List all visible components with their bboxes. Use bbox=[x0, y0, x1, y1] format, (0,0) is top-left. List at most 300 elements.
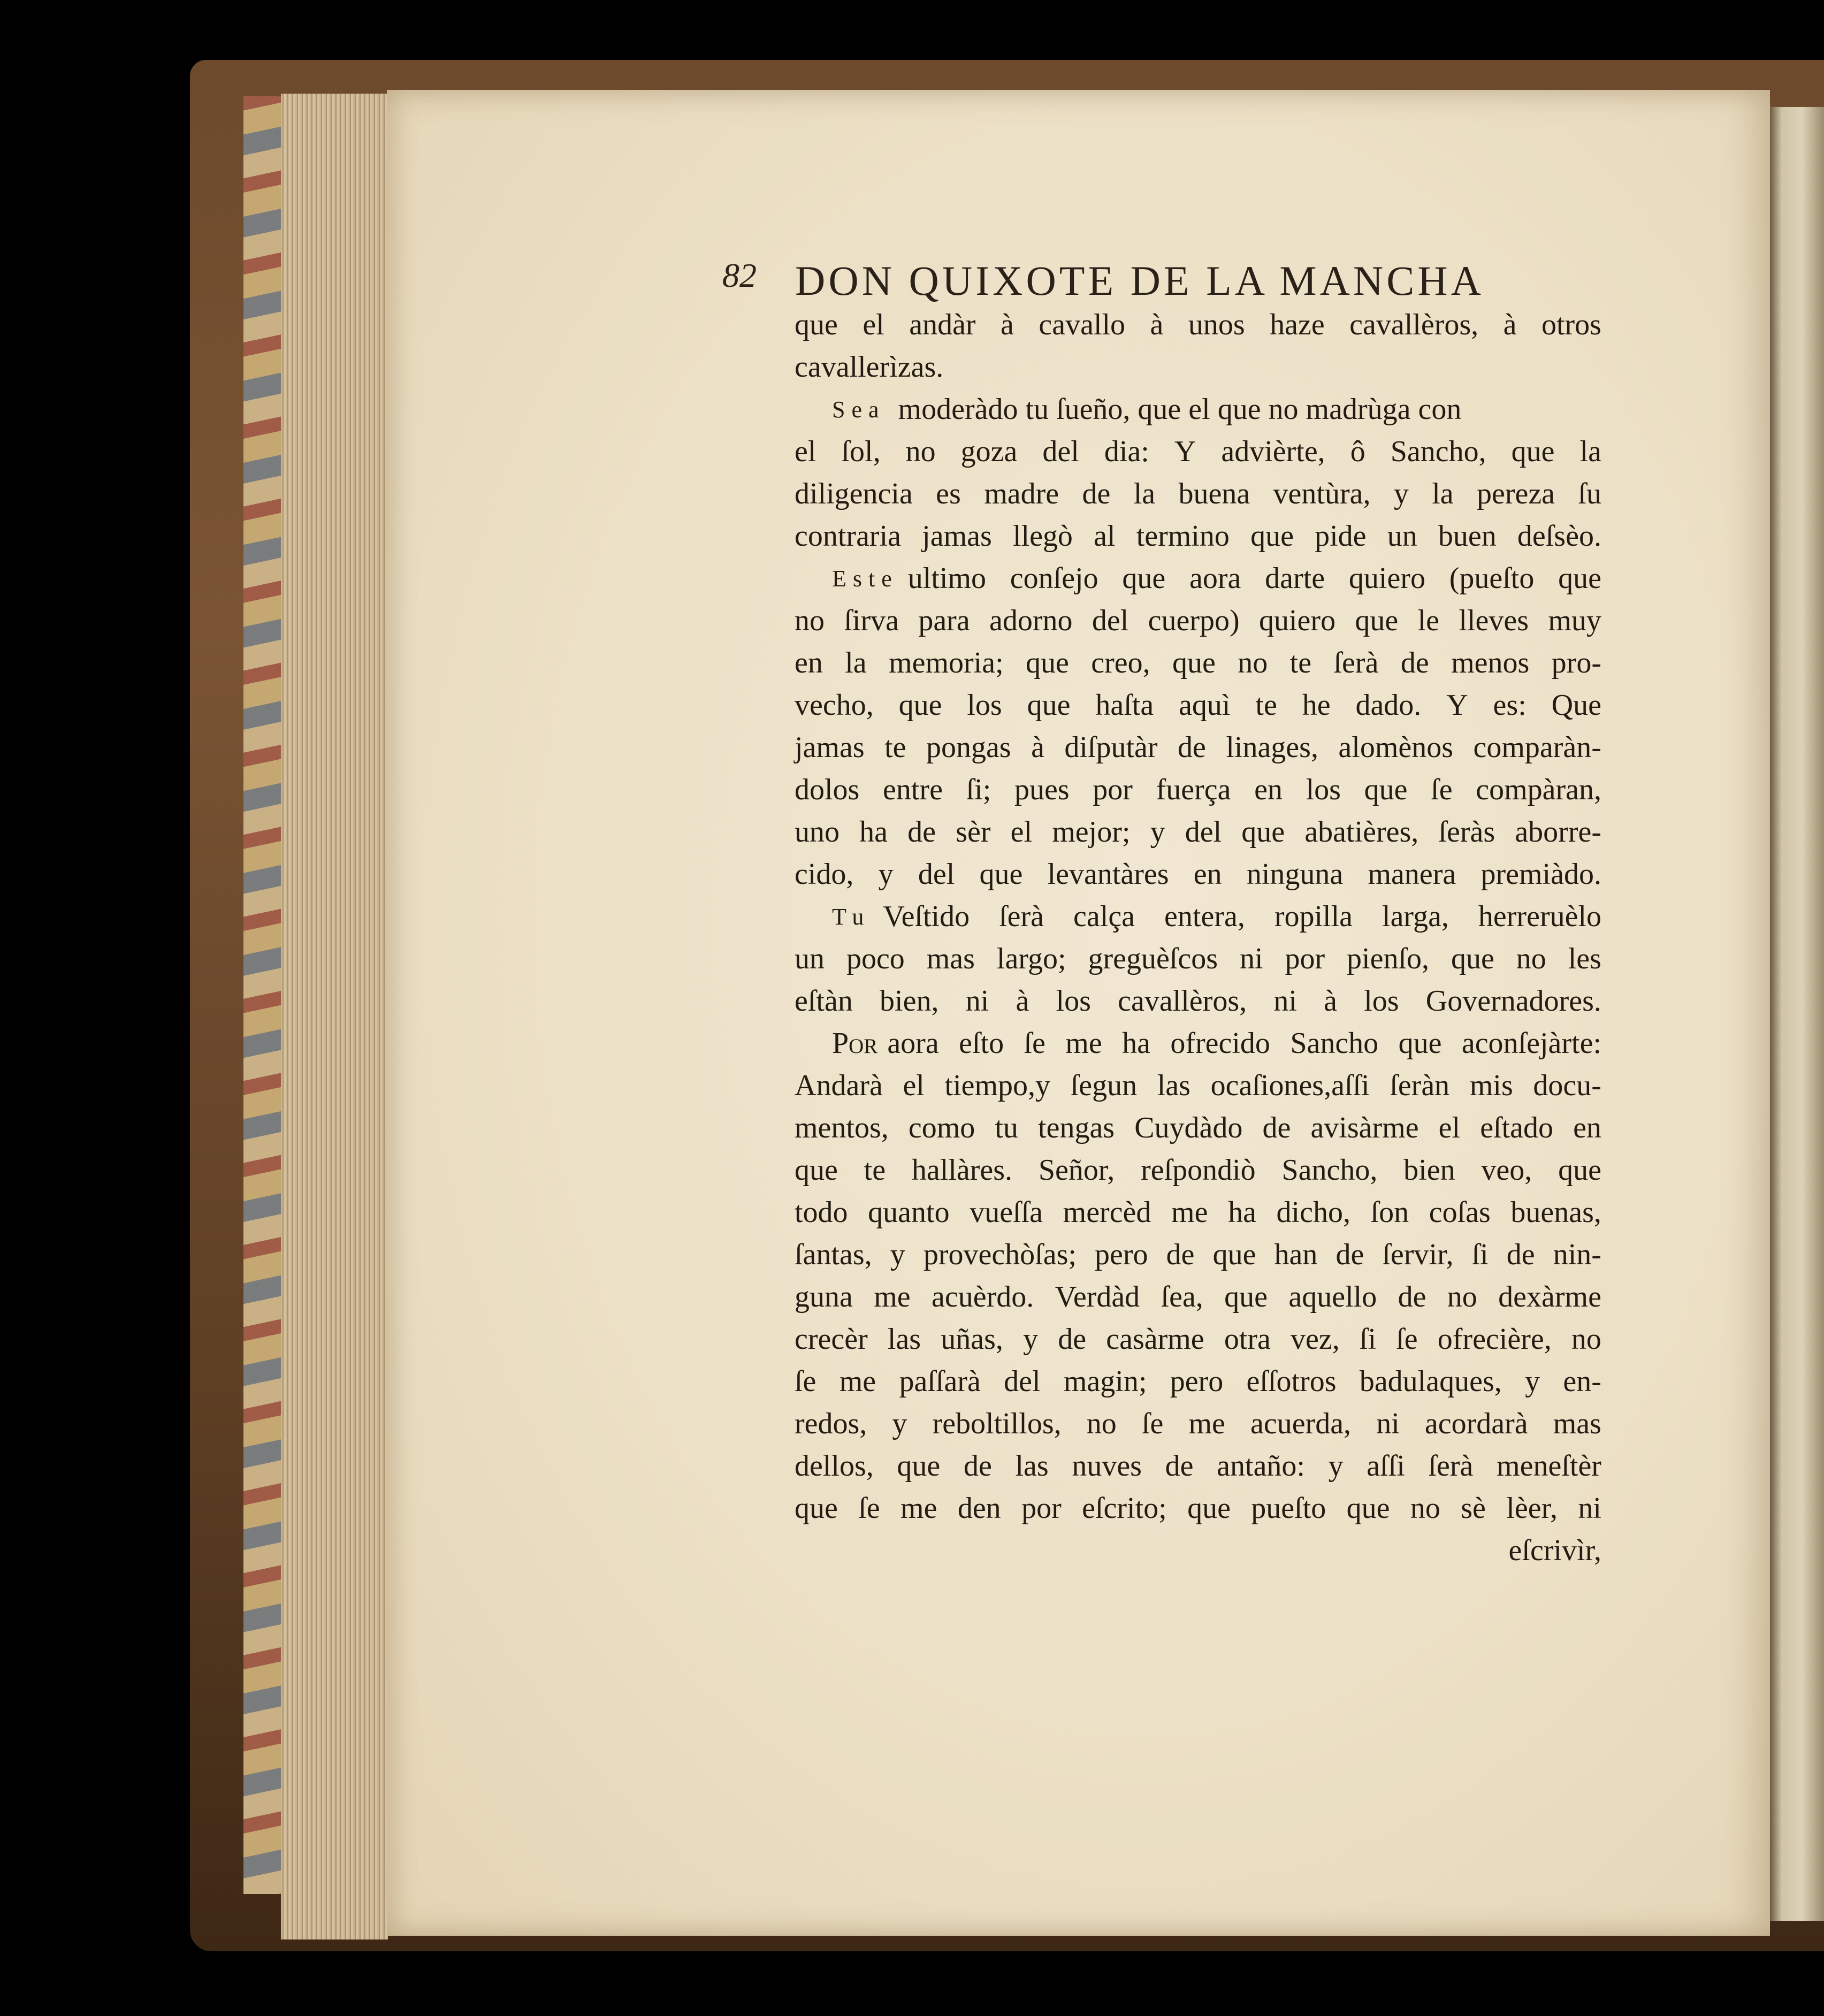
word: el bbox=[863, 308, 884, 341]
word: ſerà bbox=[1428, 1449, 1474, 1483]
word: reſpondiò bbox=[1141, 1154, 1256, 1187]
word: me bbox=[874, 1280, 911, 1314]
word: à bbox=[1001, 308, 1014, 341]
word: de bbox=[963, 1449, 992, 1483]
word: premiàdo. bbox=[1480, 858, 1601, 891]
word: mas bbox=[926, 942, 975, 975]
word: Verdàd bbox=[1055, 1280, 1140, 1314]
word: muy bbox=[1548, 604, 1601, 637]
word: uñas, bbox=[941, 1323, 1003, 1356]
word: badulaques, bbox=[1359, 1365, 1502, 1398]
text-line bbox=[795, 642, 1601, 684]
word: te bbox=[884, 731, 906, 764]
word: sèr bbox=[956, 815, 991, 849]
word: Andarà bbox=[795, 1069, 883, 1102]
word: ſervir, bbox=[1382, 1238, 1454, 1271]
word: acuèrdo. bbox=[932, 1280, 1034, 1314]
text-line bbox=[795, 304, 1601, 346]
text-line bbox=[795, 811, 1601, 853]
word: en- bbox=[1563, 1365, 1601, 1398]
word: ſea, bbox=[1161, 1280, 1203, 1314]
word: fuerça bbox=[1156, 773, 1231, 806]
word: largo; bbox=[996, 942, 1066, 975]
word: sè bbox=[1461, 1492, 1486, 1525]
word: no bbox=[1571, 1323, 1601, 1356]
word: lèer, bbox=[1506, 1492, 1558, 1525]
word: la bbox=[1579, 435, 1601, 468]
word: diſputàr bbox=[1064, 731, 1158, 764]
word: nin- bbox=[1553, 1238, 1601, 1271]
word: dicho, bbox=[1276, 1196, 1350, 1229]
word: que bbox=[1346, 1492, 1390, 1525]
word: que bbox=[1241, 815, 1285, 849]
body-text bbox=[795, 304, 1601, 1572]
word: de bbox=[1165, 1449, 1194, 1483]
catchword: eſcrivìr, bbox=[1508, 1534, 1601, 1567]
word: para bbox=[918, 604, 970, 637]
word: los bbox=[1364, 984, 1399, 1018]
word: dellos, bbox=[795, 1449, 874, 1483]
line-text: aora eſto ſe me ha ofrecido Sancho que aconſejàrte: bbox=[887, 1027, 1601, 1060]
text-line bbox=[795, 515, 1601, 558]
word: uno bbox=[795, 815, 840, 849]
word: que bbox=[1250, 520, 1294, 553]
word: aquì bbox=[1179, 689, 1231, 722]
word: crecèr bbox=[795, 1323, 868, 1356]
text-line bbox=[795, 938, 1601, 980]
word: eſcrito; bbox=[1082, 1492, 1167, 1525]
word: linages, bbox=[1226, 731, 1318, 764]
word: y bbox=[892, 1407, 907, 1440]
facing-page-edge bbox=[1770, 107, 1824, 1921]
word: ſi bbox=[1471, 1238, 1489, 1271]
text-line: cavallerìzas. bbox=[795, 350, 944, 384]
word: ſeràs bbox=[1438, 815, 1495, 849]
word: mercèd bbox=[1063, 1196, 1151, 1229]
text-line bbox=[795, 853, 1601, 896]
word: otros bbox=[1541, 308, 1601, 341]
word: goza bbox=[960, 435, 1018, 468]
word: te bbox=[864, 1154, 886, 1187]
word: y bbox=[1525, 1365, 1540, 1398]
word: à bbox=[1503, 308, 1517, 341]
word: en bbox=[1254, 773, 1283, 806]
word: levantàres bbox=[1047, 858, 1169, 891]
word: que bbox=[1224, 1280, 1268, 1314]
word: ſu bbox=[1578, 477, 1601, 510]
word: termino bbox=[1136, 520, 1230, 553]
word: entre bbox=[883, 773, 943, 806]
word: à bbox=[1031, 731, 1044, 764]
word: buena bbox=[1178, 477, 1250, 510]
word: de bbox=[1082, 477, 1111, 510]
word: ventùra, bbox=[1273, 477, 1371, 510]
paragraph-opener: Tu bbox=[832, 904, 871, 930]
word: pereza bbox=[1476, 477, 1555, 510]
word: ô bbox=[1350, 435, 1365, 468]
word: eſtado bbox=[1480, 1111, 1554, 1144]
word: el bbox=[903, 1069, 925, 1102]
word: la bbox=[1133, 477, 1156, 510]
word: aquello bbox=[1288, 1280, 1377, 1314]
word: y bbox=[1150, 815, 1165, 849]
word: dolos bbox=[795, 773, 860, 806]
word: mentos, bbox=[795, 1111, 889, 1144]
word: ſirva bbox=[844, 604, 899, 637]
word: en bbox=[1573, 1111, 1601, 1144]
word: manera bbox=[1368, 858, 1456, 891]
word: no bbox=[1238, 646, 1268, 679]
word: de bbox=[1398, 1280, 1426, 1314]
word: ha bbox=[1228, 1196, 1256, 1229]
word: vueſſa bbox=[970, 1196, 1043, 1229]
word: y bbox=[878, 858, 894, 891]
word: cuerpo) bbox=[1148, 604, 1240, 637]
word: pero bbox=[1170, 1365, 1224, 1398]
word: mis bbox=[1469, 1069, 1513, 1102]
word: que bbox=[1558, 1154, 1601, 1187]
text-line bbox=[795, 896, 1601, 938]
word: no bbox=[1516, 942, 1546, 975]
word: diligencia bbox=[795, 477, 913, 510]
word: hallàres. bbox=[911, 1154, 1013, 1187]
word: vez, bbox=[1291, 1323, 1340, 1356]
word: del bbox=[1004, 1365, 1041, 1398]
word: las bbox=[887, 1323, 921, 1356]
word: del bbox=[1092, 604, 1129, 637]
word: que bbox=[1172, 646, 1216, 679]
word: que bbox=[1027, 689, 1071, 722]
word: han bbox=[1274, 1238, 1318, 1271]
text-line bbox=[795, 1403, 1601, 1445]
text-line bbox=[795, 1022, 1601, 1065]
word: del bbox=[1185, 815, 1222, 849]
word: las bbox=[1015, 1449, 1049, 1483]
word: ofrecière, bbox=[1437, 1323, 1552, 1356]
word: nuves bbox=[1072, 1449, 1142, 1483]
word: eſſotros bbox=[1246, 1365, 1337, 1398]
word: me bbox=[1171, 1196, 1208, 1229]
word: pero bbox=[1095, 1238, 1148, 1271]
word: que bbox=[897, 1449, 941, 1483]
word: adorno bbox=[989, 604, 1073, 637]
text-line bbox=[795, 1361, 1601, 1403]
word: aborre- bbox=[1515, 815, 1601, 849]
word: avisàrme bbox=[1310, 1111, 1419, 1144]
word: de bbox=[1178, 731, 1206, 764]
word: à bbox=[1324, 984, 1337, 1018]
word: pienſo, bbox=[1347, 942, 1430, 975]
word: haze bbox=[1270, 308, 1325, 341]
page-number: 82 bbox=[722, 256, 757, 294]
text-line bbox=[795, 769, 1601, 811]
word: ni bbox=[1578, 1492, 1601, 1525]
text-line bbox=[795, 1234, 1601, 1276]
word: ni bbox=[1376, 1407, 1400, 1440]
word: que bbox=[795, 1492, 838, 1525]
word: ſi bbox=[1359, 1323, 1377, 1356]
word: cido, bbox=[795, 858, 854, 891]
word: ſon bbox=[1370, 1196, 1409, 1229]
word: dado. bbox=[1355, 689, 1422, 722]
word: jamas bbox=[795, 731, 865, 764]
text-line bbox=[795, 388, 1601, 431]
word: llegò bbox=[1012, 520, 1073, 553]
text-line bbox=[795, 727, 1601, 769]
word: los bbox=[1056, 984, 1091, 1018]
text-line bbox=[795, 980, 1601, 1022]
word: Sancho, bbox=[1281, 1154, 1378, 1187]
word: no bbox=[1447, 1280, 1477, 1314]
word: al bbox=[1094, 520, 1116, 553]
word: que bbox=[1364, 773, 1408, 806]
word: que bbox=[795, 1154, 838, 1187]
word: compàran, bbox=[1476, 773, 1601, 806]
word: acuerda, bbox=[1250, 1407, 1352, 1440]
text-line bbox=[795, 1445, 1601, 1487]
word: ſe bbox=[1396, 1323, 1418, 1356]
text-line bbox=[795, 1065, 1601, 1107]
word: es: bbox=[1493, 689, 1527, 722]
word: ſe bbox=[1141, 1407, 1164, 1440]
word: no bbox=[1086, 1407, 1117, 1440]
word: dia: bbox=[1104, 435, 1149, 468]
word: pues bbox=[1014, 773, 1070, 806]
word: del bbox=[1042, 435, 1079, 468]
word: creo, bbox=[1091, 646, 1150, 679]
word: por bbox=[1285, 942, 1325, 975]
word: que bbox=[1355, 604, 1399, 637]
word: en bbox=[795, 646, 823, 679]
word: alomènos bbox=[1338, 731, 1454, 764]
word: acordarà bbox=[1424, 1407, 1528, 1440]
word: el bbox=[795, 435, 816, 468]
word: mas bbox=[1553, 1407, 1601, 1440]
page-edges bbox=[281, 94, 388, 1939]
word: ſeràn bbox=[1390, 1069, 1450, 1102]
word: los bbox=[967, 689, 1002, 722]
word: te bbox=[1289, 646, 1312, 679]
word: pro- bbox=[1551, 646, 1601, 679]
word: haſta bbox=[1095, 689, 1154, 722]
word: pide bbox=[1315, 520, 1367, 553]
word: ſol, bbox=[841, 435, 881, 468]
word: à bbox=[1016, 984, 1029, 1018]
word: andàr bbox=[909, 308, 976, 341]
word: provechòſas; bbox=[923, 1238, 1077, 1271]
marbled-endpaper bbox=[243, 96, 286, 1894]
word: otra bbox=[1224, 1323, 1271, 1356]
text-line bbox=[795, 1149, 1601, 1192]
word: de bbox=[1262, 1111, 1291, 1144]
word: y bbox=[890, 1238, 905, 1271]
text-line bbox=[795, 1276, 1601, 1318]
word: ninguna bbox=[1246, 858, 1344, 891]
word: à bbox=[1150, 308, 1164, 341]
word: tu bbox=[995, 1111, 1018, 1144]
word: que bbox=[795, 308, 838, 341]
word: quanto bbox=[868, 1196, 950, 1229]
word: contraria bbox=[795, 520, 901, 553]
paragraph-opener: Sea bbox=[832, 396, 886, 423]
word: aſſi bbox=[1367, 1449, 1405, 1483]
word: ha bbox=[859, 815, 888, 849]
word: que bbox=[1212, 1238, 1256, 1271]
paragraph-opener: Este bbox=[832, 566, 898, 592]
word: guna bbox=[795, 1280, 853, 1314]
word: poco bbox=[846, 942, 905, 975]
word: es bbox=[936, 477, 961, 510]
word: unos bbox=[1188, 308, 1245, 341]
word: pongas bbox=[926, 731, 1011, 764]
text-line bbox=[795, 600, 1601, 642]
word: lleves bbox=[1459, 604, 1529, 637]
word: de bbox=[1166, 1238, 1195, 1271]
word: mejor; bbox=[1052, 815, 1131, 849]
word: ni bbox=[1273, 984, 1297, 1018]
word: no bbox=[795, 604, 825, 637]
word: me bbox=[900, 1492, 937, 1525]
word: te bbox=[1255, 689, 1277, 722]
text-line bbox=[795, 1107, 1601, 1149]
word: de bbox=[1058, 1323, 1087, 1356]
line-text: moderàdo tu ſueño, que el que no madrùga con bbox=[898, 393, 1462, 426]
word: del bbox=[918, 858, 955, 891]
word: greguèſcos bbox=[1088, 942, 1218, 975]
word: antaño: bbox=[1217, 1449, 1305, 1483]
word: y bbox=[1328, 1449, 1344, 1483]
word: por bbox=[1021, 1492, 1062, 1525]
text-line bbox=[795, 1487, 1601, 1530]
word: redos, bbox=[795, 1407, 867, 1440]
word: pueſto bbox=[1251, 1492, 1326, 1525]
text-line bbox=[795, 1192, 1601, 1234]
word: le bbox=[1417, 604, 1440, 637]
word: de bbox=[1506, 1238, 1535, 1271]
word: ſerà bbox=[1333, 646, 1379, 679]
word: tiempo,y bbox=[944, 1069, 1051, 1102]
word: reboltillos, bbox=[932, 1407, 1062, 1440]
word: el bbox=[1438, 1111, 1461, 1144]
word: como bbox=[908, 1111, 975, 1144]
word: ocaſiones,aſſi bbox=[1210, 1069, 1370, 1102]
word: no bbox=[905, 435, 936, 468]
word: jamas bbox=[922, 520, 992, 553]
word: abatières, bbox=[1304, 815, 1419, 849]
word: Cuydàdo bbox=[1134, 1111, 1243, 1144]
word: por bbox=[1093, 773, 1133, 806]
word: buen bbox=[1438, 520, 1497, 553]
word: que bbox=[1187, 1492, 1231, 1525]
word: ſegun bbox=[1070, 1069, 1138, 1102]
text-line bbox=[795, 558, 1601, 600]
line-text: ultimo conſejo que aora darte quiero (pueſto que bbox=[907, 562, 1601, 595]
word: memoria; bbox=[889, 646, 1004, 679]
word: de bbox=[907, 815, 936, 849]
word: Y bbox=[1174, 435, 1196, 468]
word: de bbox=[1335, 1238, 1364, 1271]
word: menos bbox=[1451, 646, 1530, 679]
word: cavallo bbox=[1039, 308, 1126, 341]
word: y bbox=[1023, 1323, 1039, 1356]
word: de bbox=[1400, 646, 1429, 679]
word: dexàrme bbox=[1498, 1280, 1601, 1314]
word: madre bbox=[984, 477, 1059, 510]
word: la bbox=[845, 646, 867, 679]
word: que bbox=[1026, 646, 1069, 679]
word: paſſarà bbox=[899, 1365, 981, 1398]
word: bien bbox=[1403, 1154, 1455, 1187]
word: me bbox=[839, 1365, 876, 1398]
word: todo bbox=[795, 1196, 848, 1229]
word: que bbox=[1451, 942, 1494, 975]
line-text: Veſtido ſerà calça entera, ropilla larga, herreruèlo bbox=[883, 900, 1601, 933]
paragraph-opener: Por bbox=[832, 1027, 878, 1060]
word: y bbox=[1393, 477, 1409, 510]
word: tengas bbox=[1038, 1111, 1115, 1144]
word: casàrme bbox=[1106, 1323, 1204, 1356]
word: Y bbox=[1446, 689, 1468, 722]
word: buenas, bbox=[1510, 1196, 1601, 1229]
word: docu- bbox=[1533, 1069, 1601, 1102]
text-line bbox=[795, 431, 1601, 473]
running-title: DON QUIXOTE DE LA MANCHA bbox=[795, 257, 1484, 304]
word: comparàn- bbox=[1473, 731, 1601, 764]
word: Que bbox=[1551, 689, 1601, 722]
word: las bbox=[1157, 1069, 1190, 1102]
word: que bbox=[1511, 435, 1555, 468]
text-line bbox=[795, 684, 1601, 727]
text-line bbox=[795, 1318, 1601, 1361]
word: los bbox=[1306, 773, 1341, 806]
word: coſas bbox=[1429, 1196, 1491, 1229]
word: les bbox=[1568, 942, 1601, 975]
word: ſantas, bbox=[795, 1238, 872, 1271]
word: deſsèo. bbox=[1517, 520, 1601, 553]
word: den bbox=[957, 1492, 1001, 1525]
word: ſe bbox=[1431, 773, 1453, 806]
word: cavallèros, bbox=[1349, 308, 1479, 341]
word: ſe bbox=[795, 1365, 816, 1398]
word: advièrte, bbox=[1221, 435, 1325, 468]
word: que bbox=[979, 858, 1023, 891]
word: la bbox=[1432, 477, 1454, 510]
word: quiero bbox=[1259, 604, 1336, 637]
word: ni bbox=[965, 984, 989, 1018]
word: un bbox=[795, 942, 825, 975]
word: no bbox=[1410, 1492, 1440, 1525]
word: bien, bbox=[880, 984, 939, 1018]
word: he bbox=[1302, 689, 1331, 722]
word: vecho, bbox=[795, 689, 874, 722]
word: el bbox=[1010, 815, 1033, 849]
word: me bbox=[1188, 1407, 1225, 1440]
word: ni bbox=[1239, 942, 1263, 975]
word: ſi; bbox=[966, 773, 991, 806]
word: eſtàn bbox=[795, 984, 853, 1018]
word: meneſtèr bbox=[1497, 1449, 1601, 1483]
word: Sancho, bbox=[1390, 435, 1486, 468]
word: Governadores. bbox=[1425, 984, 1601, 1018]
word: magin; bbox=[1063, 1365, 1147, 1398]
word: en bbox=[1193, 858, 1222, 891]
text-line bbox=[795, 473, 1601, 515]
word: que bbox=[898, 689, 942, 722]
word: ſe bbox=[858, 1492, 880, 1525]
word: Señor, bbox=[1038, 1154, 1115, 1187]
word: veo, bbox=[1481, 1154, 1532, 1187]
word: un bbox=[1387, 520, 1417, 553]
